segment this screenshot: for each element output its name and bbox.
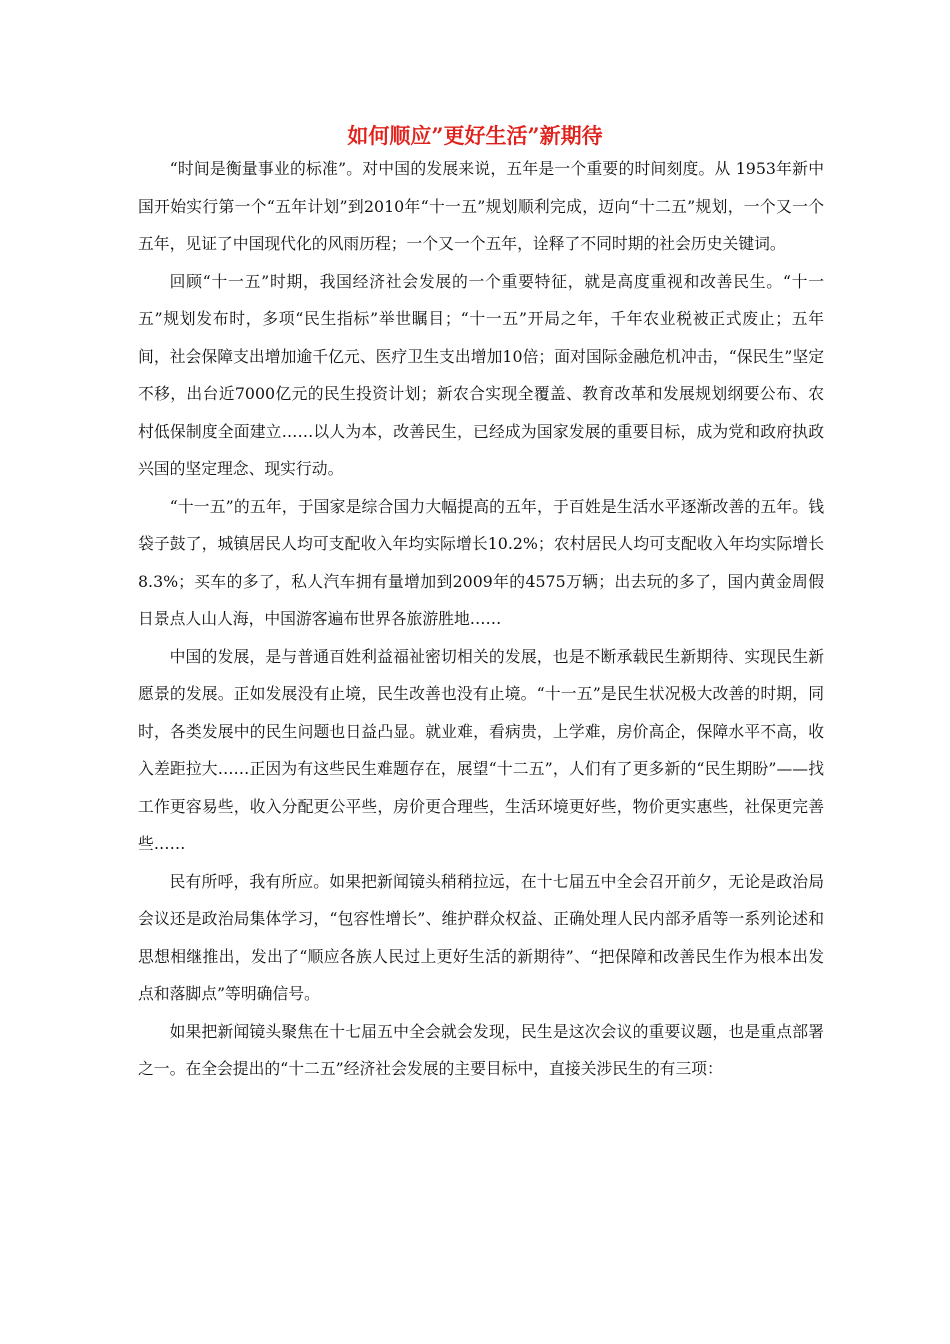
paragraph-5: 民有所呼，我有所应。如果把新闻镜头稍稍拉远，在十七届五中全会召开前夕，无论是政治局会议还是政治局集体学习，“包容性增长”、维护群众权益、正确处理人民内部矛盾等一系列论述和思想相继推出，发出了“顺应各族人民过上更好生活的新期待”、“把保障和改善民生作为根本出发点和落脚点”等明确信号。 [138, 871, 824, 1003]
paragraph-6: 如果把新闻镜头聚焦在十七届五中全会就会发现，民生是这次会议的重要议题，也是重点部署之一。在全会提出的“十二五”经济社会发展的主要目标中，直接关涉民生的有三项： [138, 1021, 824, 1078]
paragraph-2: 回顾“十一五”时期，我国经济社会发展的一个重要特征，就是高度重视和改善民生。“十一五”规划发布时，多项“民生指标”举世瞩目；“十一五”开局之年，千年农业税被正式废止；五年间，社会保障支出增加逾千亿元、医疗卫生支出增加10倍；面对国际金融危机冲击，“保民生”坚定不移，出台近7000亿元的民生投资计划；新农合实现全覆盖、教育改革和发展规划纲要公布、农村低保制度全面建立……以人为本，改善民生，已经成为国家发展的重要目标，成为党和政府执政兴国的坚定理念、现实行动。 [138, 271, 824, 478]
paragraph-4: 中国的发展，是与普通百姓利益福祉密切相关的发展，也是不断承载民生新期待、实现民生新愿景的发展。正如发展没有止境，民生改善也没有止境。“十一五”是民生状况极大改善的时期，同时，各类发展中的民生问题也日益凸显。就业难，看病贵，上学难，房价高企，保障水平不高，收入差距拉大……正因为有这些民生难题存在，展望“十二五”，人们有了更多新的“民生期盼”——找工作更容易些，收入分配更公平些，房价更合理些，生活环境更好些，物价更实惠些，社保更完善些…… [138, 646, 824, 853]
document-title: 如何顺应”更好生活”新期待 [347, 123, 603, 148]
paragraph-3: “十一五”的五年，于国家是综合国力大幅提高的五年，于百姓是生活水平逐渐改善的五年。钱袋子鼓了，城镇居民人均可支配收入年均实际增长10.2%；农村居民人均可支配收入年均实际增长8.3%；买车的多了，私人汽车拥有量增加到2009年的4575万辆；出去玩的多了，国内黄金周假日景点人山人海，中国游客遍布世界各旅游胜地…… [138, 496, 824, 628]
document-body [138, 150, 824, 1088]
paragraph-1: “时间是衡量事业的标准”。对中国的发展来说，五年是一个重要的时间刻度。从 1953年新中国开始实行第一个“五年计划”到2010年“十一五”规划顺利完成，迈向“十二五”规划，一个又一个五年，见证了中国现代化的风雨历程；一个又一个五年，诠释了不同时期的社会历史关键词。 [138, 159, 824, 253]
